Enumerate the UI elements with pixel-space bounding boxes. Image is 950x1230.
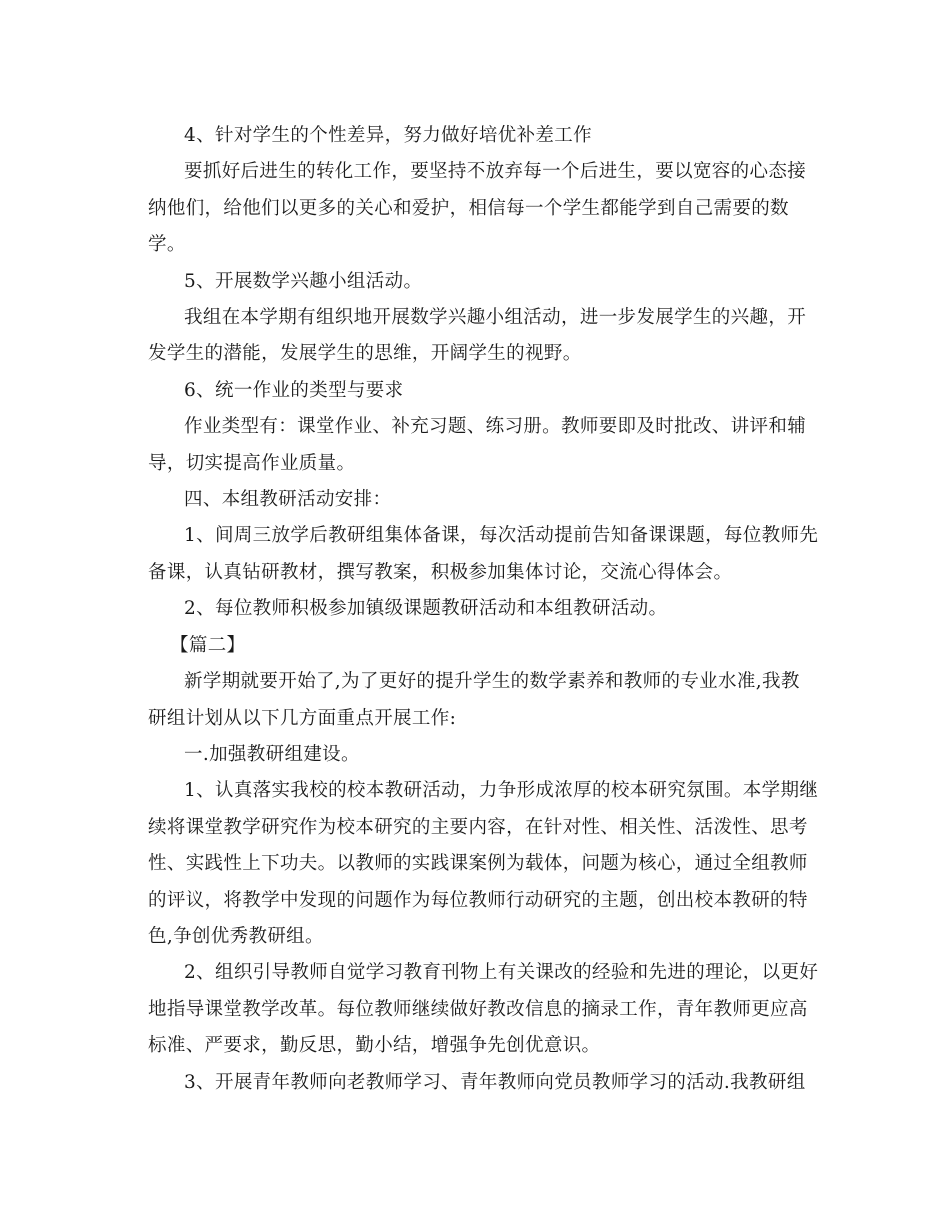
text-line: 的评议，将教学中发现的问题作为每位教师行动研究的主题，创出校本教研的特 bbox=[148, 889, 808, 911]
text-line: 5、开展数学兴趣小组活动。 bbox=[184, 270, 423, 292]
text-line: 2、组织引导教师自觉学习教育刊物上有关课改的经验和先进的理论，以更好 bbox=[184, 962, 819, 984]
text-line: 研组计划从以下几方面重点开展工作: bbox=[148, 707, 457, 729]
text-line: 我组在本学期有组织地开展数学兴趣小组活动，进一步发展学生的兴趣，开 bbox=[184, 307, 807, 329]
text-line: 学。 bbox=[148, 234, 186, 256]
text-line: 1、认真落实我校的校本教研活动，力争形成浓厚的校本研究氛围。本学期继 bbox=[184, 780, 819, 802]
text-line: 续将课堂教学研究作为校本研究的主要内容，在针对性、相关性、活泼性、思考 bbox=[148, 816, 808, 838]
text-line: 6、统一作业的类型与要求 bbox=[184, 379, 404, 401]
text-line: 作业类型有：课堂作业、补充习题、练习册。教师要即及时批改、讲评和辅 bbox=[184, 416, 807, 438]
text-line: 要抓好后进生的转化工作，要坚持不放弃每一个后进生，要以宽容的心态接 bbox=[184, 161, 807, 183]
text-line: 一.加强教研组建设。 bbox=[184, 743, 360, 765]
text-line: 新学期就要开始了,为了更好的提升学生的数学素养和教师的专业水准,我教 bbox=[184, 671, 800, 693]
text-line: 发学生的潜能，发展学生的思维，开阔学生的视野。 bbox=[148, 343, 582, 365]
text-line: 纳他们，给他们以更多的关心和爱护，相信每一个学生都能学到自己需要的数 bbox=[148, 197, 789, 219]
text-line: 3、开展青年教师向老教师学习、青年教师向党员教师学习的活动.我教研组 bbox=[184, 1071, 806, 1093]
text-line: 导，切实提高作业质量。 bbox=[148, 452, 356, 474]
text-line: 四、本组教研活动安排： bbox=[184, 489, 392, 511]
section-heading: 【篇二】 bbox=[170, 634, 246, 656]
text-line: 性、实践性上下功夫。以教师的实践课案例为载体，问题为核心，通过全组教师 bbox=[148, 853, 808, 875]
text-line: 4、针对学生的个性差异，努力做好培优补差工作 bbox=[184, 125, 592, 146]
text-line: 色,争创优秀教研组。 bbox=[148, 925, 324, 947]
text-line: 标准、严要求，勤反思，勤小结，增强争先创优意识。 bbox=[148, 1035, 601, 1057]
text-line: 2、每位教师积极参加镇级课题教研活动和本组教研活动。 bbox=[184, 598, 668, 620]
text-line: 1、间周三放学后教研组集体备课，每次活动提前告知备课课题，每位教师先 bbox=[184, 525, 819, 547]
text-line: 备课，认真钻研教材，撰写教案，积极参加集体讨论，交流心得体会。 bbox=[148, 561, 733, 583]
text-line: 地指导课堂教学改革。每位教师继续做好教改信息的摘录工作，青年教师更应高 bbox=[148, 998, 808, 1020]
